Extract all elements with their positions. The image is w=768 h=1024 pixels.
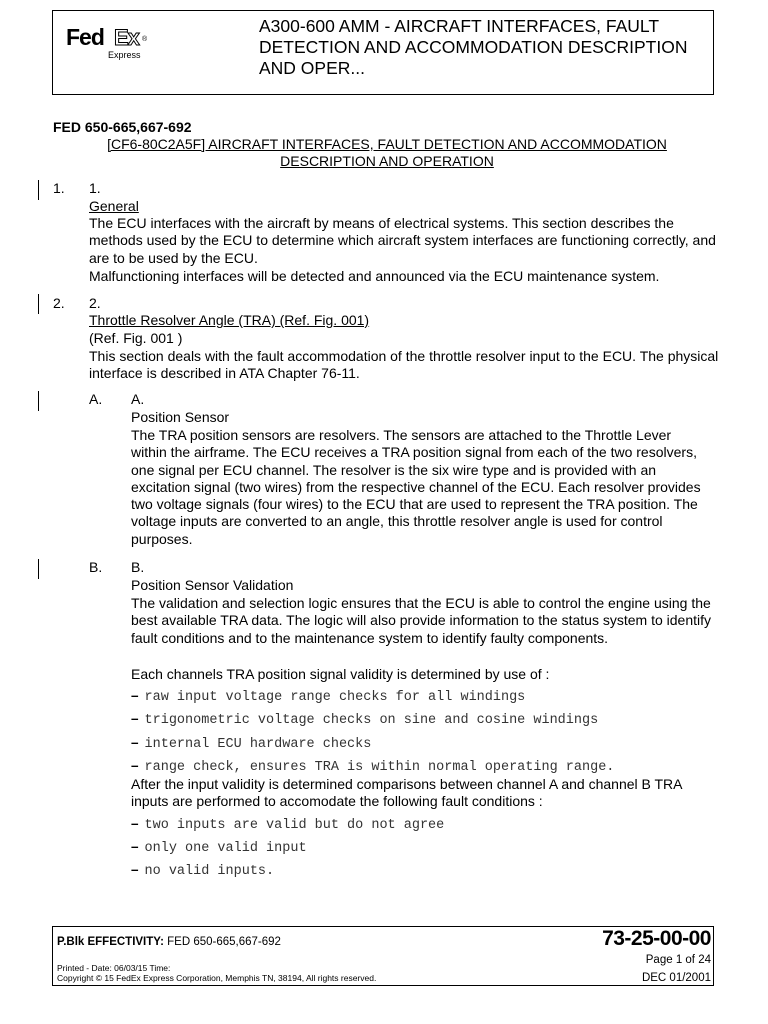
subsection-heading: Position Sensor Validation (131, 577, 294, 593)
section-number: 2. (53, 295, 65, 311)
section-paragraph: The ECU interfaces with the aircraft by means of electrical systems. This section describes the methods used by the ECU to determine which aircraft system interfaces are functioning correctly, and are to be used by the ECU. (89, 215, 716, 266)
doc-number: 73-25-00-00 (602, 927, 711, 950)
subsection-paragraph: After the input validity is determined comparisons between channel A and channel B TRA inputs are performed to accomodate the following fault conditions : (131, 776, 682, 810)
section-heading: General (89, 198, 139, 214)
logo-fed: Fed (66, 24, 104, 50)
logo-ex: Ex (114, 25, 139, 50)
subsection-letter: A. (89, 391, 103, 407)
logo-express: Express (108, 50, 141, 60)
copyright: Copyright © 15 FedEx Express Corporation, Memphis TN, 38194, All rights reserved. (57, 973, 377, 983)
revision-bar (38, 180, 39, 200)
subsection-letter: B. (89, 559, 103, 575)
subsection-letter-repeat: A. (131, 391, 145, 407)
subsection-paragraph: The TRA position sensors are resolvers. The sensors are attached to the Throttle Lever within the airframe. The ECU receives a TRA position signal from each of the two resolvers, one signal per ECU channel. The resolver is the six wire type and is provided with an excitation signal (two wires) from the respective channel of the ECU. Each resolver provides two voltage signals (four wires) to the ECU that are used to represent the TRA position. The voltage inputs are converted to an angle, this throttle resolver angle is used for control purposes. (131, 427, 701, 547)
page-footer (52, 926, 714, 986)
revision-date: DEC 01/2001 (641, 972, 711, 984)
subsection-letter-repeat: B. (131, 559, 145, 575)
header-title: A300-600 AMM - AIRCRAFT INTERFACES, FAULT DETECTION AND ACCOMMODATION DESCRIPTION AND OPER... (259, 16, 688, 78)
section-number-repeat: 2. (89, 295, 101, 311)
section-paragraph: This section deals with the fault accommodation of the throttle resolver input to the ECU. The physical interface is described in ATA Chapter 76-11. (89, 348, 719, 382)
subsection-paragraph: The validation and selection logic ensures that the ECU is able to control the engine using the best available TRA data. The logic will also provide information to the status system to identify fault conditions and to the maintenance system to identify faulty components. (131, 595, 712, 646)
page-header (52, 10, 714, 95)
printed-date: Printed - Date: 06/03/15 Time: (57, 963, 171, 973)
revision-bar (38, 391, 39, 411)
list-item: – only one valid input (131, 839, 307, 856)
section-heading-link[interactable]: Throttle Resolver Angle (TRA) (Ref. Fig. 001) (89, 312, 370, 328)
page-number: Page 1 of 24 (645, 954, 711, 966)
print-info (57, 963, 376, 983)
list-item: – raw input voltage range checks for all windings (131, 688, 526, 705)
doc-effectivity-id: FED 650-665,667-692 (53, 119, 192, 135)
list-item: – no valid inputs. (131, 862, 275, 879)
effectivity (57, 936, 281, 948)
subsection-heading: Position Sensor (131, 409, 230, 425)
list-item: – internal ECU hardware checks (131, 735, 372, 752)
subsection-paragraph: Each channels TRA position signal validity is determined by use of : (131, 666, 550, 682)
logo-registered: ® (142, 36, 148, 43)
revision-bar (38, 294, 39, 314)
section-number-repeat: 1. (89, 180, 101, 196)
figure-reference: (Ref. Fig. 001 ) (89, 330, 183, 346)
section-paragraph: Malfunctioning interfaces will be detected and announced via the ECU maintenance system. (89, 268, 660, 284)
effectivity-value: FED 650-665,667-692 (163, 936, 281, 948)
list-item: – two inputs are valid but do not agree (131, 816, 445, 833)
list-item: – range check, ensures TRA is within normal operating range. (131, 758, 615, 775)
revision-bar (38, 559, 39, 579)
fedex-logo (66, 24, 156, 64)
list-item: – trigonometric voltage checks on sine and cosine windings (131, 711, 599, 728)
doc-title: [CF6-80C2A5F] AIRCRAFT INTERFACES, FAULT DETECTION AND ACCOMMODATION DESCRIPTION AND OPERATION (107, 136, 667, 169)
effectivity-label: P.Blk EFFECTIVITY: (57, 936, 164, 948)
section-number: 1. (53, 180, 65, 196)
